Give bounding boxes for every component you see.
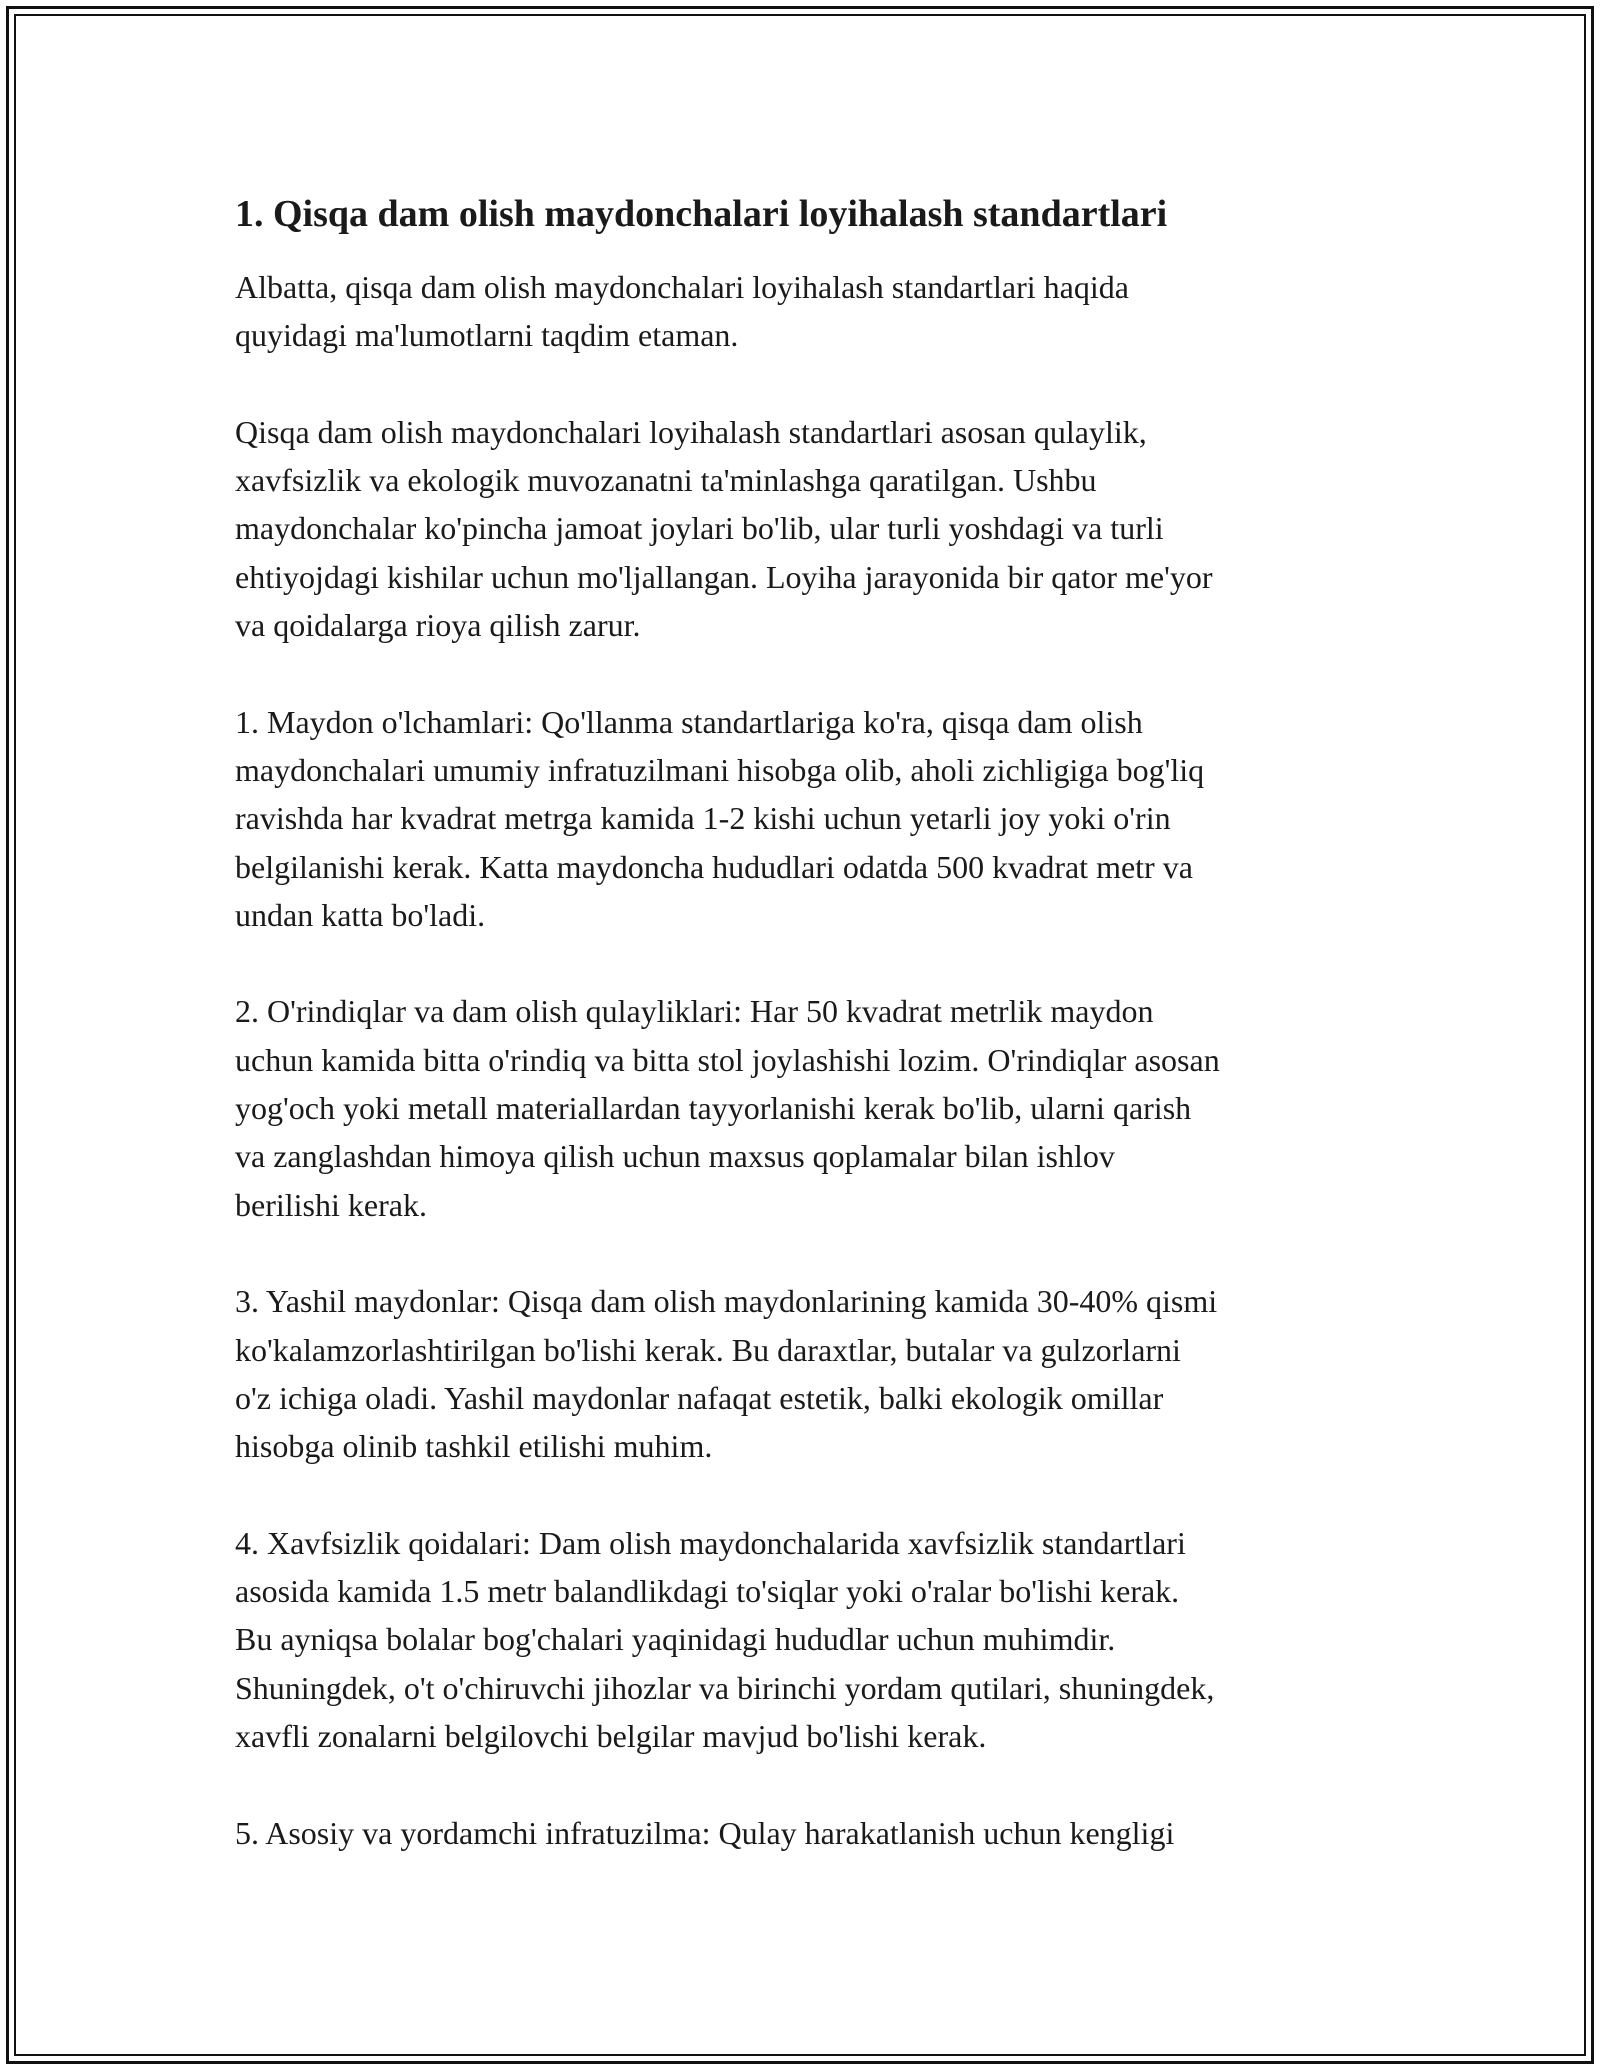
paragraph	[235, 263, 1385, 360]
paragraph-line: 5. Asosiy va yordamchi infratuzilma: Qulay harakatlanish uchun kengligi	[235, 1814, 1175, 1851]
paragraph-line: 1. Maydon o'lchamlari: Qo'llanma standartlariga ko'ra, qisqa dam olish	[235, 703, 1143, 740]
paragraph-line: undan katta bo'ladi.	[235, 896, 486, 933]
paragraph	[235, 698, 1385, 939]
paragraph-line: Bu ayniqsa bolalar bog'chalari yaqinidagi hududlar uchun muhimdir.	[235, 1621, 1116, 1658]
paragraph-list	[235, 263, 1385, 1857]
paragraph	[235, 1277, 1385, 1470]
paragraph-line: Albatta, qisqa dam olish maydonchalari loyihalash standartlari haqida	[235, 269, 1129, 305]
paragraph-line: 4. Xavfsizlik qoidalari: Dam olish maydonchalarida xavfsizlik standartlari	[235, 1524, 1186, 1561]
paragraph-line: o'z ichiga oladi. Yashil maydonlar nafaqat estetik, balki ekologik omillar	[235, 1379, 1164, 1416]
paragraph-line: 3. Yashil maydonlar: Qisqa dam olish maydonlarining kamida 30-40% qismi	[235, 1283, 1218, 1320]
paragraph-line: xavfli zonalarni belgilovchi belgilar mavjud bo'lishi kerak.	[235, 1717, 987, 1754]
paragraph-line: yog'och yoki metall materiallardan tayyorlanishi kerak bo'lib, ularni qarish	[235, 1090, 1192, 1127]
paragraph-line: hisobga olinib tashkil etilishi muhim.	[235, 1428, 713, 1465]
paragraph-line: Qisqa dam olish maydonchalari loyihalash standartlari asosan qulaylik,	[235, 413, 1147, 450]
document-title: 1. Qisqa dam olish maydonchalari loyihalash standartlari	[235, 193, 1168, 235]
paragraph-line: belgilanishi kerak. Katta maydoncha hududlari odatda 500 kvadrat metr va	[235, 848, 1193, 885]
paragraph-line: berilishi kerak.	[235, 1186, 427, 1223]
paragraph	[235, 987, 1385, 1228]
paragraph-line: va qoidalarga rioya qilish zarur.	[235, 607, 641, 644]
paragraph-line: quyidagi ma'lumotlarni taqdim etaman.	[235, 317, 739, 354]
paragraph-line: uchun kamida bitta o'rindiq va bitta stol joylashishi lozim. O'rindiqlar asosan	[235, 1041, 1220, 1078]
paragraph-line: asosida kamida 1.5 metr balandlikdagi to'siqlar yoki o'ralar bo'lishi kerak.	[235, 1573, 1180, 1610]
document-body	[235, 185, 1385, 1905]
paragraph	[235, 1809, 1385, 1857]
paragraph-line: xavfsizlik va ekologik muvozanatni ta'minlashga qaratilgan. Ushbu	[235, 462, 1097, 499]
paragraph-line: ko'kalamzorlashtirilgan bo'lishi kerak. Bu daraxtlar, butalar va gulzorlarni	[235, 1331, 1181, 1368]
paragraph-line: maydonchalari umumiy infratuzilmani hisobga olib, aholi zichligiga bog'liq	[235, 751, 1205, 788]
paragraph-line: maydonchalar ko'pincha jamoat joylari bo'lib, ular turli yoshdagi va turli	[235, 510, 1164, 547]
paragraph-line: ehtiyojdagi kishilar uchun mo'ljallangan. Loyiha jarayonida bir qator me'yor	[235, 558, 1213, 595]
paragraph	[235, 408, 1385, 649]
paragraph-line: va zanglashdan himoya qilish uchun maxsus qoplamalar bilan ishlov	[235, 1138, 1115, 1175]
paragraph-line: ravishda har kvadrat metrga kamida 1-2 kishi uchun yetarli joy yoki o'rin	[235, 800, 1171, 837]
paragraph-line: 2. O'rindiqlar va dam olish qulayliklari: Har 50 kvadrat metrlik maydon	[235, 993, 1154, 1030]
paragraph	[235, 1519, 1385, 1760]
paragraph-line: Shuningdek, o't o'chiruvchi jihozlar va birinchi yordam qutilari, shuningdek,	[235, 1669, 1215, 1706]
